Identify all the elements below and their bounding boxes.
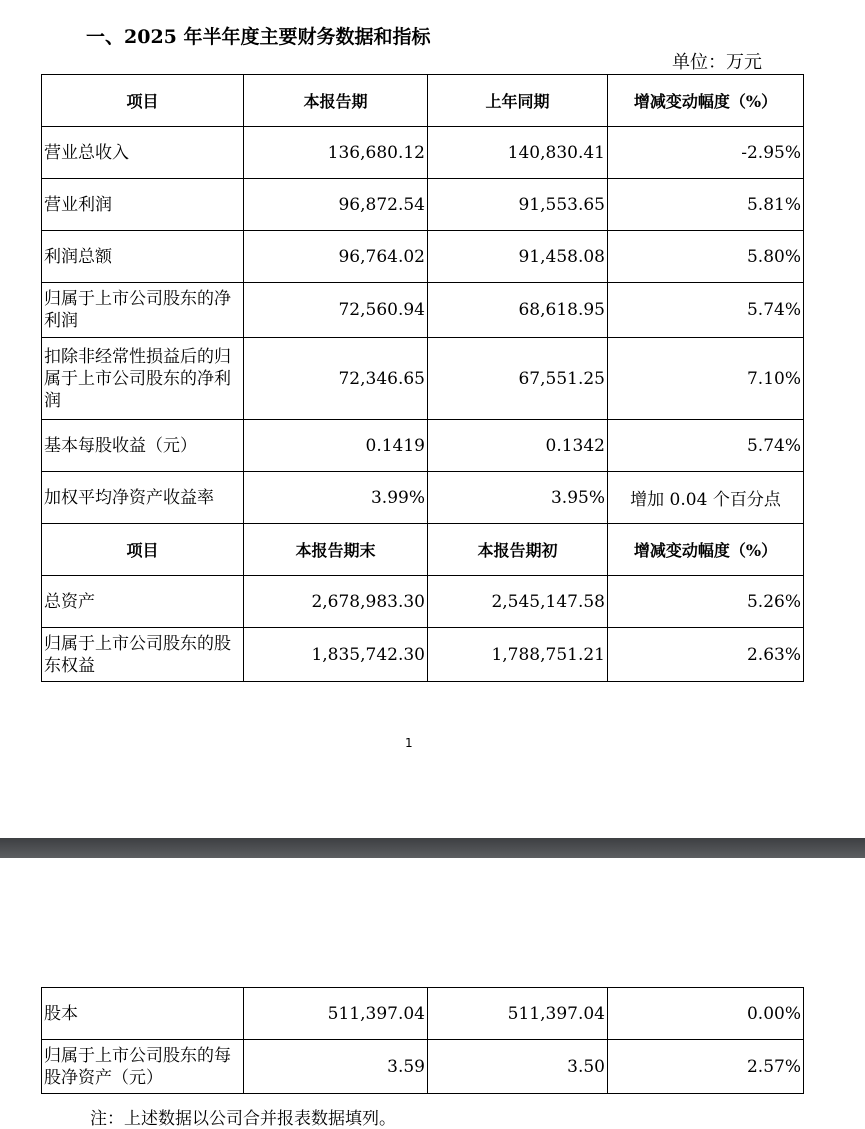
row-label: 加权平均净资产收益率 xyxy=(42,472,244,524)
table-row xyxy=(42,127,804,179)
current-value: 72,346.65 xyxy=(244,338,428,420)
change-value: 5.81% xyxy=(608,179,804,231)
prior-value: 140,830.41 xyxy=(428,127,608,179)
footnote: 注：上述数据以公司合并报表数据填列。 xyxy=(90,1109,396,1129)
financial-table-continued xyxy=(41,987,804,1094)
period-end-value: 3.59 xyxy=(244,1040,428,1094)
period-end-value: 511,397.04 xyxy=(244,988,428,1040)
table-row xyxy=(42,988,804,1040)
period-start-value: 3.50 xyxy=(428,1040,608,1094)
change-value: 增加 0.04 个百分点 xyxy=(608,472,804,524)
table-row xyxy=(42,231,804,283)
table-header-row xyxy=(42,524,804,576)
change-value: 7.10% xyxy=(608,338,804,420)
prior-value: 91,553.65 xyxy=(428,179,608,231)
financial-table xyxy=(41,74,804,682)
header-period-end: 本报告期末 xyxy=(244,524,428,576)
current-value: 72,560.94 xyxy=(244,283,428,338)
row-label: 利润总额 xyxy=(42,231,244,283)
period-end-value: 2,678,983.30 xyxy=(244,576,428,628)
row-label: 归属于上市公司股东的每股净资产（元） xyxy=(42,1040,244,1094)
period-start-value: 2,545,147.58 xyxy=(428,576,608,628)
row-label: 归属于上市公司股东的股东权益 xyxy=(42,628,244,682)
header-change: 增减变动幅度（%） xyxy=(608,524,804,576)
change-value: 5.80% xyxy=(608,231,804,283)
table-row xyxy=(42,472,804,524)
change-value: 5.74% xyxy=(608,420,804,472)
change-value: 2.57% xyxy=(608,1040,804,1094)
table-header-row xyxy=(42,75,804,127)
page-number: 1 xyxy=(405,736,413,750)
prior-value: 68,618.95 xyxy=(428,283,608,338)
change-value: 5.74% xyxy=(608,283,804,338)
current-value: 3.99% xyxy=(244,472,428,524)
current-value: 96,872.54 xyxy=(244,179,428,231)
current-value: 136,680.12 xyxy=(244,127,428,179)
current-value: 96,764.02 xyxy=(244,231,428,283)
change-value: 5.26% xyxy=(608,576,804,628)
table-row xyxy=(42,338,804,420)
header-prior-period: 上年同期 xyxy=(428,75,608,127)
row-label: 营业利润 xyxy=(42,179,244,231)
table-row xyxy=(42,283,804,338)
row-label: 归属于上市公司股东的净利润 xyxy=(42,283,244,338)
prior-value: 3.95% xyxy=(428,472,608,524)
table-row xyxy=(42,179,804,231)
table-row xyxy=(42,576,804,628)
row-label: 股本 xyxy=(42,988,244,1040)
period-start-value: 511,397.04 xyxy=(428,988,608,1040)
prior-value: 91,458.08 xyxy=(428,231,608,283)
prior-value: 0.1342 xyxy=(428,420,608,472)
page-separator xyxy=(0,838,865,858)
table-row xyxy=(42,1040,804,1094)
row-label: 营业总收入 xyxy=(42,127,244,179)
header-item: 项目 xyxy=(42,524,244,576)
unit-label: 单位：万元 xyxy=(672,52,762,73)
header-change: 增减变动幅度（%） xyxy=(608,75,804,127)
period-start-value: 1,788,751.21 xyxy=(428,628,608,682)
prior-value: 67,551.25 xyxy=(428,338,608,420)
period-end-value: 1,835,742.30 xyxy=(244,628,428,682)
header-current-period: 本报告期 xyxy=(244,75,428,127)
change-value: -2.95% xyxy=(608,127,804,179)
section-heading: 一、2025 年半年度主要财务数据和指标 xyxy=(86,26,431,48)
table-row xyxy=(42,420,804,472)
current-value: 0.1419 xyxy=(244,420,428,472)
change-value: 0.00% xyxy=(608,988,804,1040)
table-row xyxy=(42,628,804,682)
row-label: 基本每股收益（元） xyxy=(42,420,244,472)
change-value: 2.63% xyxy=(608,628,804,682)
row-label: 扣除非经常性损益后的归属于上市公司股东的净利润 xyxy=(42,338,244,420)
header-item: 项目 xyxy=(42,75,244,127)
header-period-start: 本报告期初 xyxy=(428,524,608,576)
row-label: 总资产 xyxy=(42,576,244,628)
